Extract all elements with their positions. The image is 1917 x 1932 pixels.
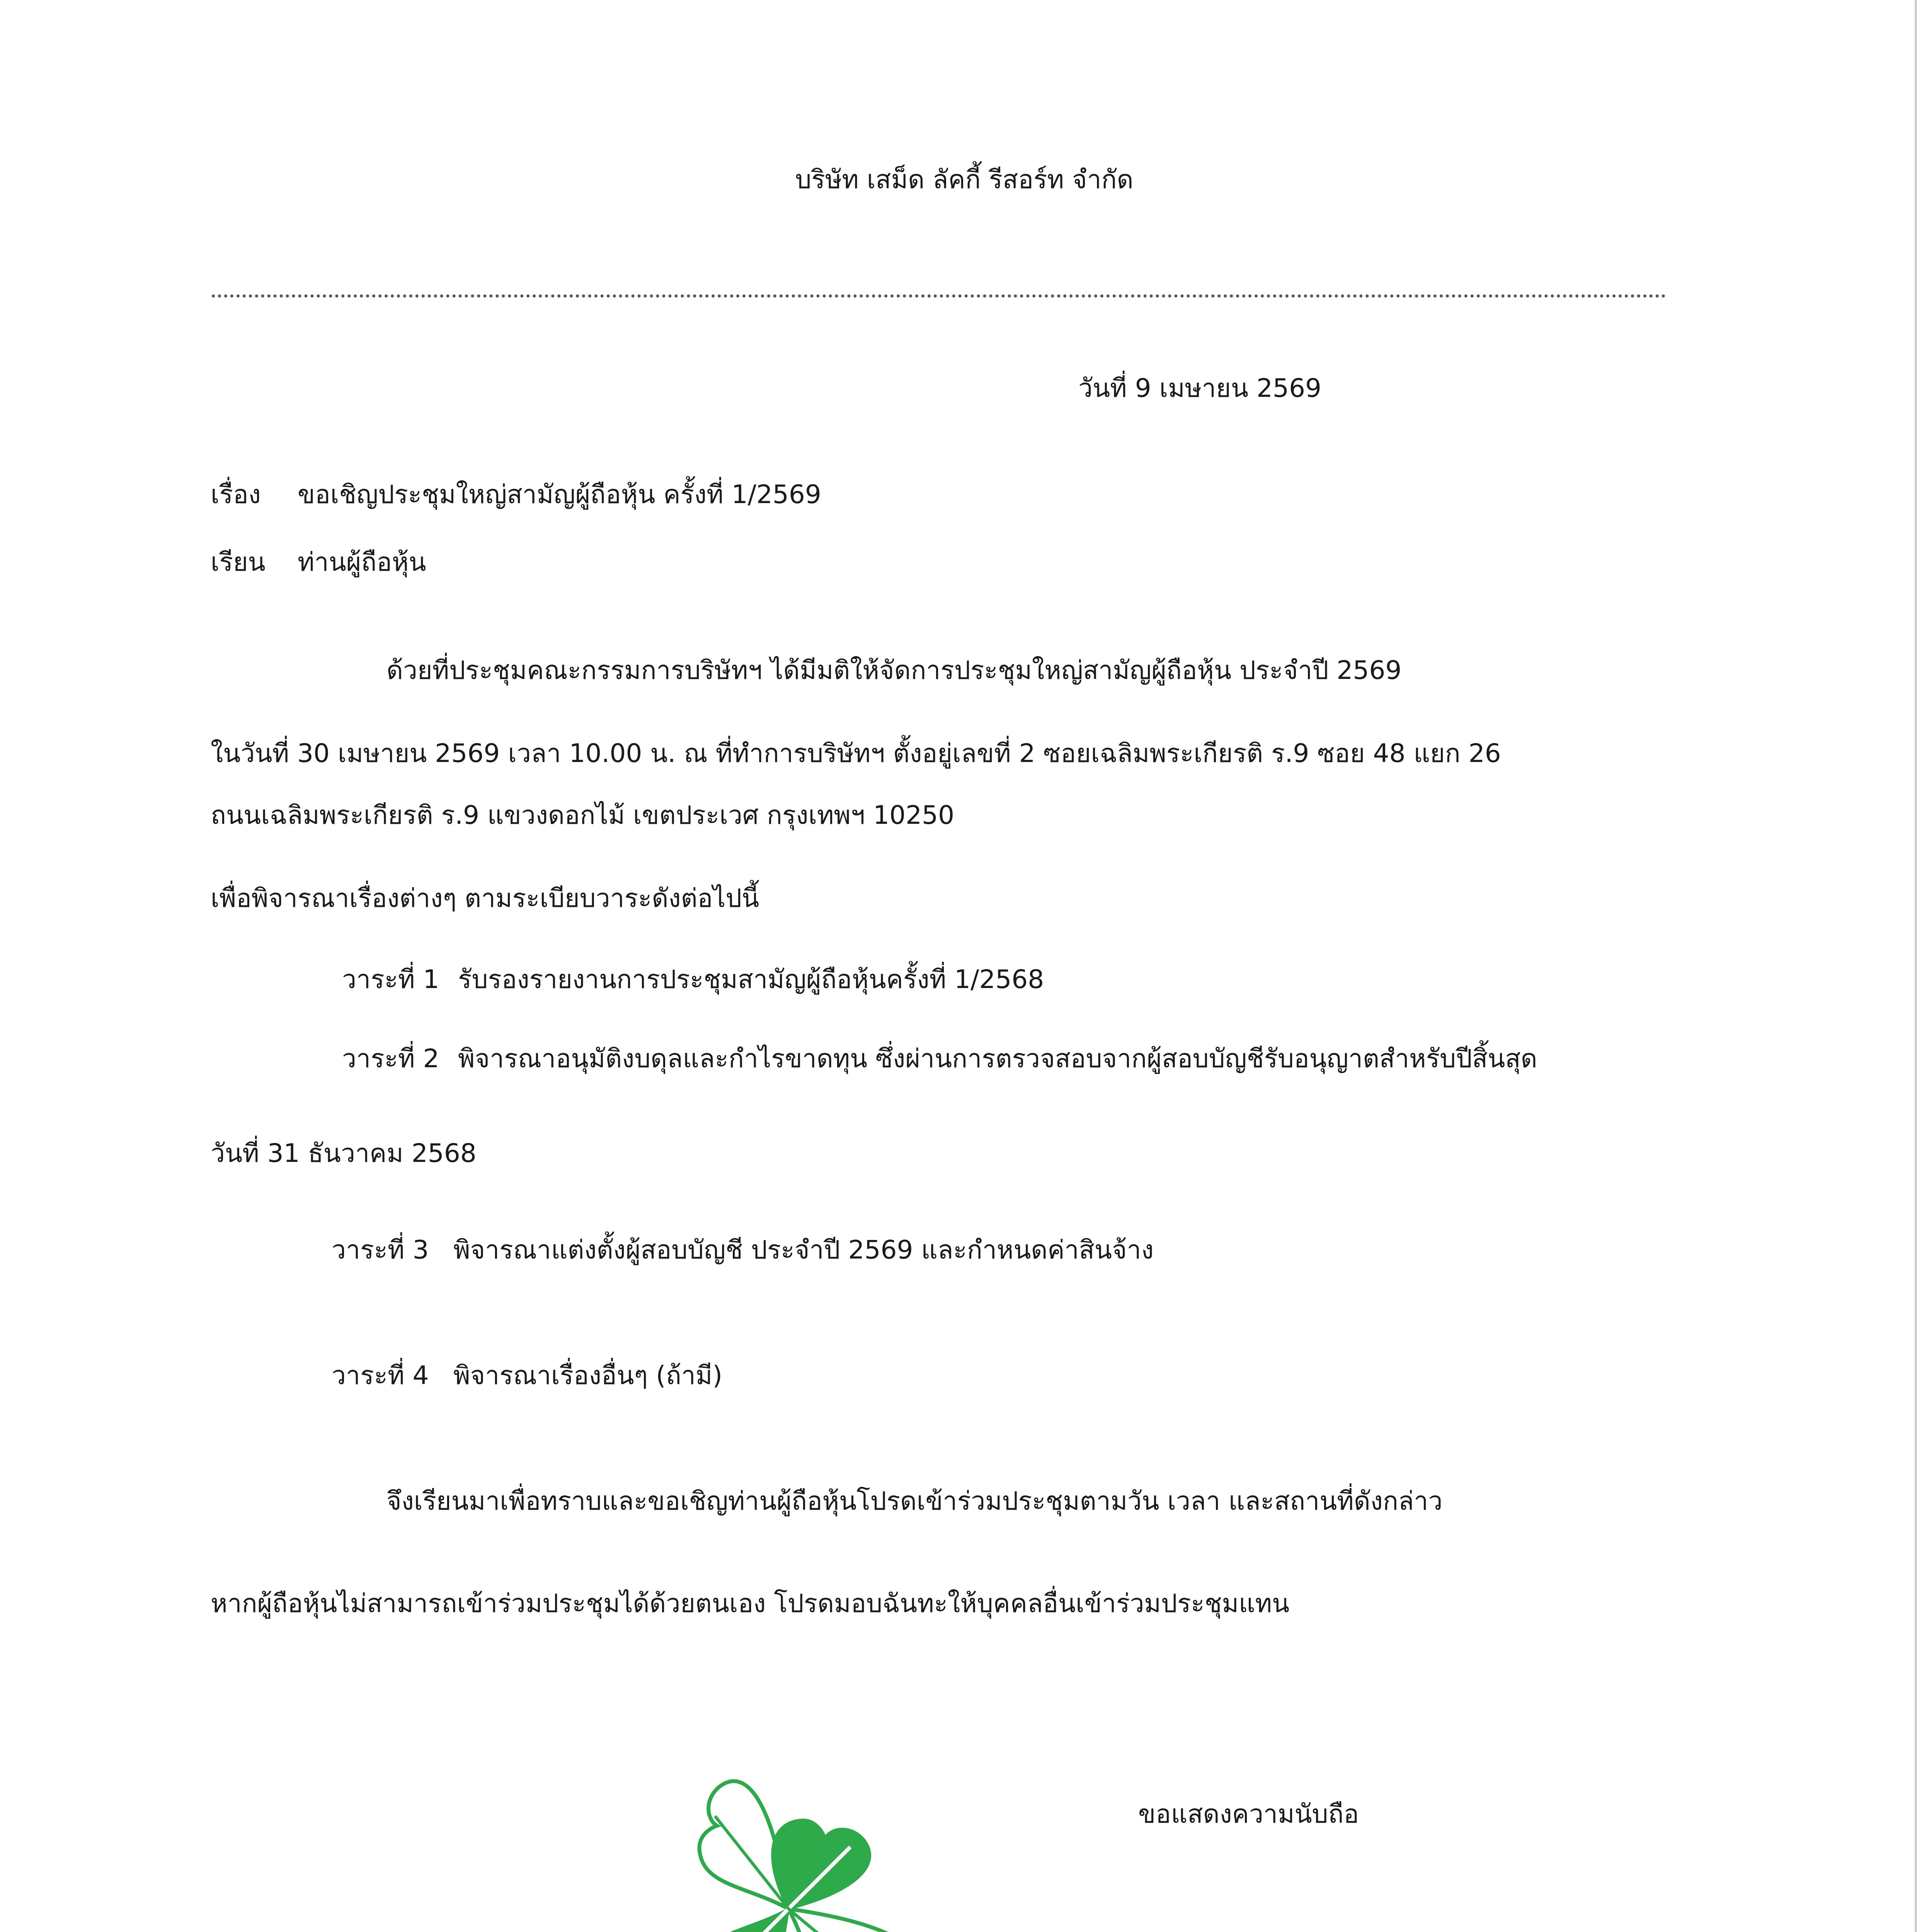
page-edge [1915,0,1917,1932]
agenda-number: วาระที่ 2 [342,1044,439,1073]
salutation-text: ท่านผู้ถือหุ้น [298,547,426,577]
subject-text: ขอเชิญประชุมใหญ่สามัญผู้ถือหุ้น ครั้งที่ 1/2569 [298,480,821,509]
agenda-text: รับรองรายงานการประชุมสามัญผู้ถือหุ้นครั้งที่ 1/2568 [458,964,1044,994]
body-line: ในวันที่ 30 เมษายน 2569 เวลา 10.00 น. ณ ที่ทำการบริษัทฯ ตั้งอยู่เลขที่ 2 ซอยเฉลิมพระเกียรติ ร.9 ซอย 48 แยก 26 [211,738,1501,768]
subject-line [211,477,821,512]
agenda-number: วาระที่ 4 [332,1361,429,1390]
agenda-number: วาระที่ 3 [332,1235,429,1265]
regards-line: ขอแสดงความนับถือ [1138,1799,1359,1829]
closing-line: จึงเรียนมาเพื่อทราบและขอเชิญท่านผู้ถือหุ้นโปรดเข้าร่วมประชุมตามวัน เวลา และสถานที่ดังกล่าว [386,1486,1443,1516]
body-line: ด้วยที่ประชุมคณะกรรมการบริษัทฯ ได้มีมติให้จัดการประชุมใหญ่สามัญผู้ถือหุ้น ประจำปี 2569 [386,655,1402,685]
agenda-item [342,1041,1537,1076]
four-leaf-clover-icon [649,1770,928,1932]
header-divider [212,294,1666,298]
agenda-item [342,962,1044,997]
agenda-item-continued: วันที่ 31 ธันวาคม 2568 [211,1138,477,1168]
body-line: ถนนเฉลิมพระเกียรติ ร.9 แขวงดอกไม้ เขตประเวศ กรุงเทพฯ 10250 [211,800,955,830]
company-header: บริษัท เสม็ด ลัคกี้ รีสอร์ท จำกัด [795,165,1134,194]
salutation-label: เรียน [211,547,266,577]
agenda-text: พิจารณาเรื่องอื่นๆ (ถ้ามี) [453,1361,723,1390]
closing-line: หากผู้ถือหุ้นไม่สามารถเข้าร่วมประชุมได้ด้วยตนเอง โปรดมอบฉันทะให้บุคคลอื่นเข้าร่วมประชุมแทน [211,1588,1290,1618]
agenda-number: วาระที่ 1 [342,964,439,994]
agenda-item [332,1358,722,1393]
handwritten-signature [1167,1893,1461,1932]
agenda-text: พิจารณาอนุมัติงบดุลและกำไรขาดทุน ซึ่งผ่านการตรวจสอบจากผู้สอบบัญชีรับอนุญาตสำหรับปีสิ้นสุด [458,1044,1537,1073]
body-line: เพื่อพิจารณาเรื่องต่างๆ ตามระเบียบวาระดังต่อไปนี้ [211,883,759,913]
agenda-text: พิจารณาแต่งตั้งผู้สอบบัญชี ประจำปี 2569 และกำหนดค่าสินจ้าง [453,1235,1154,1265]
agenda-item [332,1233,1154,1267]
subject-label: เรื่อง [211,480,261,509]
letter-date: วันที่ 9 เมษายน 2569 [1078,373,1321,403]
salutation-line [211,545,426,580]
